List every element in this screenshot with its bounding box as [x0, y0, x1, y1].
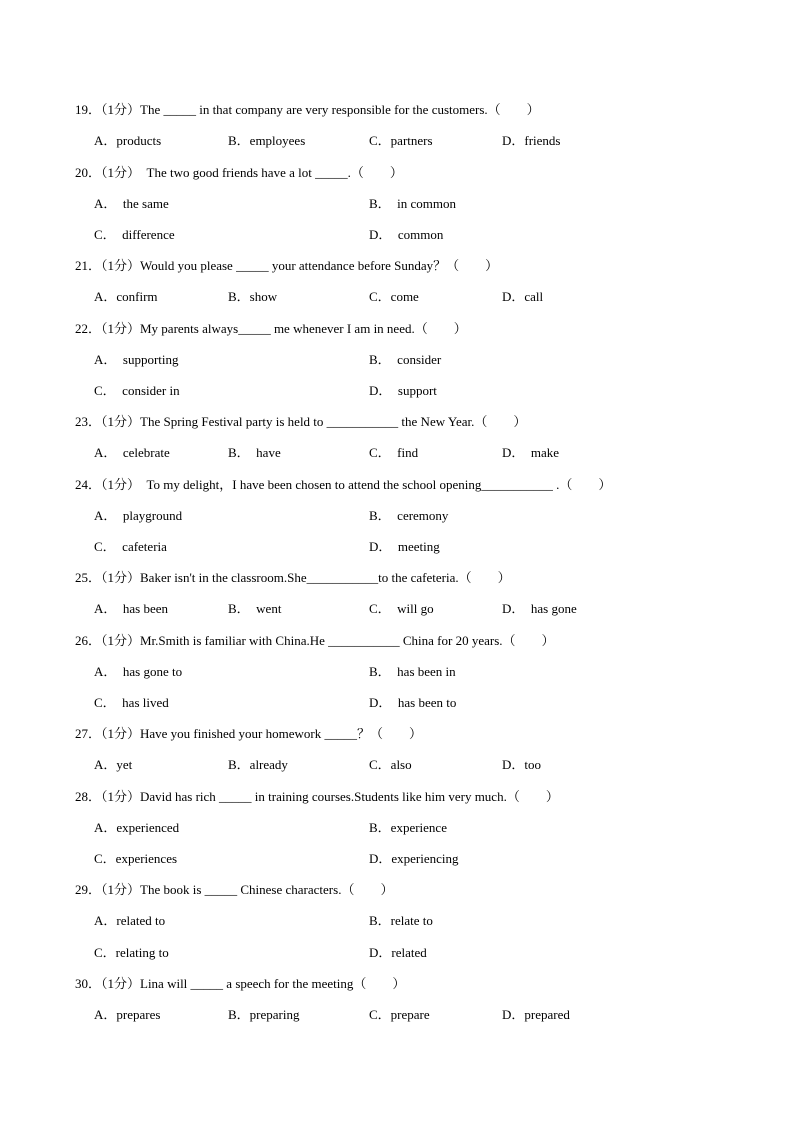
option-a: A． has been: [94, 601, 169, 616]
option-c: C． cafeteria: [94, 539, 167, 554]
option-a: A． supporting: [94, 352, 179, 367]
option-c: C．experiences: [94, 851, 178, 866]
option-b: B． has been in: [369, 664, 456, 679]
option-b: B． went: [228, 601, 282, 616]
option-a: A．confirm: [94, 289, 158, 304]
question-stem: 27．（1分）Have you finished your homework _____？（ ）: [75, 726, 422, 741]
option-c: C． difference: [94, 227, 175, 242]
option-c: C． consider in: [94, 383, 180, 398]
question-stem: 25．（1分）Baker isn't in the classroom.She___________to the cafeteria.（ ）: [75, 570, 511, 585]
option-a: A．prepares: [94, 1007, 161, 1022]
option-d: D．call: [502, 289, 544, 304]
option-d: D． has been to: [369, 695, 457, 710]
option-c: C．relating to: [94, 945, 169, 960]
option-a: A．experienced: [94, 820, 180, 835]
option-c: C．also: [369, 757, 412, 772]
option-a: A．related to: [94, 913, 166, 928]
option-d: D．prepared: [502, 1007, 570, 1022]
question-stem: 20．（1分） The two good friends have a lot _____.（ ）: [75, 165, 403, 180]
option-c: C． will go: [369, 601, 434, 616]
option-a: A．products: [94, 133, 162, 148]
option-d: D．related: [369, 945, 427, 960]
question-stem: 22．（1分）My parents always_____ me whenever I am in need.（ ）: [75, 321, 467, 336]
option-a: A． has gone to: [94, 664, 183, 679]
option-b: B．already: [228, 757, 288, 772]
option-a: A． the same: [94, 196, 169, 211]
option-d: D．experiencing: [369, 851, 459, 866]
option-b: B．preparing: [228, 1007, 300, 1022]
option-d: D．friends: [502, 133, 561, 148]
option-a: A． playground: [94, 508, 183, 523]
option-d: D． support: [369, 383, 437, 398]
option-c: C．partners: [369, 133, 433, 148]
option-c: C． find: [369, 445, 419, 460]
question-stem: 19．（1分）The _____ in that company are very responsible for the customers.（ ）: [75, 102, 540, 117]
question-stem: 30．（1分）Lina will _____ a speech for the meeting（ ）: [75, 976, 406, 991]
option-a: A．yet: [94, 757, 133, 772]
option-c: C．prepare: [369, 1007, 430, 1022]
option-b: B． have: [228, 445, 281, 460]
option-d: D． make: [502, 445, 560, 460]
option-b: B． ceremony: [369, 508, 449, 523]
option-b: B．show: [228, 289, 278, 304]
option-c: C． has lived: [94, 695, 169, 710]
option-a: A． celebrate: [94, 445, 170, 460]
question-stem: 24．（1分） To my delight，I have been chosen to attend the school opening___________ .（ ）: [75, 477, 612, 492]
question-stem: 23．（1分）The Spring Festival party is held to ___________ the New Year.（ ）: [75, 414, 527, 429]
option-d: D．too: [502, 757, 542, 772]
question-stem: 28．（1分）David has rich _____ in training courses.Students like him very much.（ ）: [75, 789, 559, 804]
question-stem: 21．（1分）Would you please _____ your attendance before Sunday？（ ）: [75, 258, 499, 273]
option-b: B．employees: [228, 133, 306, 148]
option-b: B．relate to: [369, 913, 433, 928]
question-stem: 26．（1分）Mr.Smith is familiar with China.He ___________ China for 20 years.（ ）: [75, 633, 555, 648]
option-b: B． in common: [369, 196, 457, 211]
option-b: B．experience: [369, 820, 447, 835]
option-d: D． meeting: [369, 539, 440, 554]
option-c: C．come: [369, 289, 419, 304]
question-stem: 29．（1分）The book is _____ Chinese characters.（ ）: [75, 882, 394, 897]
option-b: B． consider: [369, 352, 442, 367]
option-d: D． common: [369, 227, 444, 242]
option-d: D． has gone: [502, 601, 577, 616]
